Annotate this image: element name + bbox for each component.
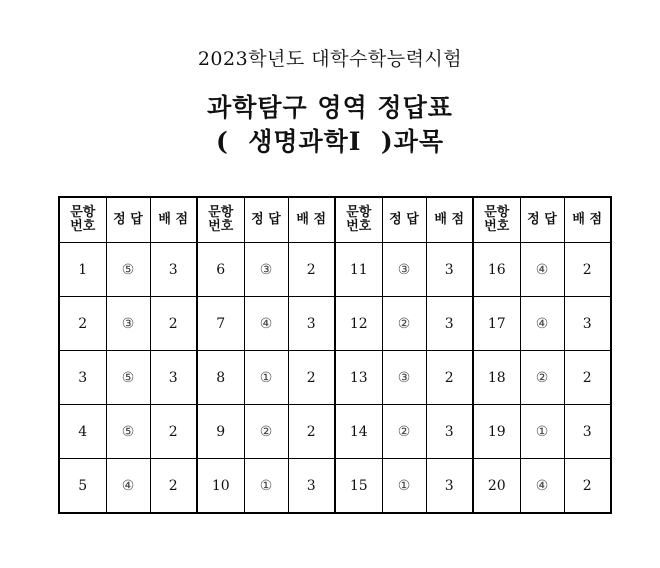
question-number: 6 bbox=[197, 243, 244, 297]
score-cell: 3 bbox=[288, 459, 335, 514]
score-cell: 3 bbox=[564, 297, 611, 351]
question-number: 20 bbox=[473, 459, 520, 514]
answer-cell: ④ bbox=[520, 459, 564, 514]
question-number: 8 bbox=[197, 351, 244, 405]
question-number: 3 bbox=[59, 351, 106, 405]
answer-cell: ④ bbox=[244, 297, 288, 351]
score-cell: 2 bbox=[564, 243, 611, 297]
answer-cell: ② bbox=[520, 351, 564, 405]
score-cell: 2 bbox=[288, 351, 335, 405]
answer-cell: ④ bbox=[520, 297, 564, 351]
question-number: 7 bbox=[197, 297, 244, 351]
answer-cell: ④ bbox=[520, 243, 564, 297]
score-cell: 3 bbox=[426, 405, 473, 459]
question-number: 15 bbox=[335, 459, 382, 514]
question-number: 11 bbox=[335, 243, 382, 297]
column-header-score: 배 점 bbox=[150, 197, 197, 243]
answer-cell: ⑤ bbox=[106, 243, 150, 297]
column-header-score: 배 점 bbox=[564, 197, 611, 243]
answer-cell: ① bbox=[520, 405, 564, 459]
column-header-answer: 정 답 bbox=[382, 197, 426, 243]
table-row bbox=[59, 459, 611, 514]
question-number: 14 bbox=[335, 405, 382, 459]
question-number: 5 bbox=[59, 459, 106, 514]
column-header-answer: 정 답 bbox=[106, 197, 150, 243]
question-number: 10 bbox=[197, 459, 244, 514]
score-cell: 2 bbox=[564, 351, 611, 405]
answer-cell: ③ bbox=[382, 243, 426, 297]
column-header-answer: 정 답 bbox=[520, 197, 564, 243]
score-cell: 3 bbox=[426, 243, 473, 297]
question-number: 16 bbox=[473, 243, 520, 297]
column-header-score: 배 점 bbox=[288, 197, 335, 243]
question-number: 13 bbox=[335, 351, 382, 405]
answer-cell: ② bbox=[382, 405, 426, 459]
table-row bbox=[59, 243, 611, 297]
score-cell: 2 bbox=[564, 459, 611, 514]
subject-name: ( 생명과학Ⅰ )과목 bbox=[215, 127, 445, 156]
table-row bbox=[59, 351, 611, 405]
answer-cell: ② bbox=[244, 405, 288, 459]
question-number: 19 bbox=[473, 405, 520, 459]
answer-cell: ① bbox=[382, 459, 426, 514]
answer-cell: ③ bbox=[382, 351, 426, 405]
score-cell: 3 bbox=[426, 459, 473, 514]
column-header-number: 문항 번호 bbox=[335, 197, 382, 243]
answer-key-table bbox=[58, 196, 612, 514]
column-header-number: 문항 번호 bbox=[59, 197, 106, 243]
question-number: 4 bbox=[59, 405, 106, 459]
score-cell: 3 bbox=[150, 243, 197, 297]
table-row bbox=[59, 405, 611, 459]
question-number: 18 bbox=[473, 351, 520, 405]
answer-cell: ② bbox=[382, 297, 426, 351]
answer-cell: ③ bbox=[244, 243, 288, 297]
score-cell: 2 bbox=[426, 351, 473, 405]
header-row bbox=[59, 197, 611, 243]
score-cell: 2 bbox=[150, 297, 197, 351]
score-cell: 2 bbox=[150, 405, 197, 459]
table-row bbox=[59, 297, 611, 351]
score-cell: 3 bbox=[426, 297, 473, 351]
score-cell: 2 bbox=[288, 405, 335, 459]
score-cell: 3 bbox=[288, 297, 335, 351]
question-number: 9 bbox=[197, 405, 244, 459]
question-number: 2 bbox=[59, 297, 106, 351]
answer-cell: ① bbox=[244, 351, 288, 405]
column-header-number: 문항 번호 bbox=[197, 197, 244, 243]
exam-title: 2023학년도 대학수학능력시험 bbox=[197, 48, 463, 70]
answer-cell: ③ bbox=[106, 297, 150, 351]
answer-cell: ④ bbox=[106, 459, 150, 514]
answer-cell: ⑤ bbox=[106, 405, 150, 459]
score-cell: 3 bbox=[150, 351, 197, 405]
column-header-answer: 정 답 bbox=[244, 197, 288, 243]
question-number: 12 bbox=[335, 297, 382, 351]
subject-title: 과학탐구 영역 정답표 bbox=[207, 93, 453, 122]
score-cell: 2 bbox=[150, 459, 197, 514]
question-number: 17 bbox=[473, 297, 520, 351]
question-number: 1 bbox=[59, 243, 106, 297]
answer-cell: ① bbox=[244, 459, 288, 514]
score-cell: 3 bbox=[564, 405, 611, 459]
column-header-number: 문항 번호 bbox=[473, 197, 520, 243]
answer-cell: ⑤ bbox=[106, 351, 150, 405]
column-header-score: 배 점 bbox=[426, 197, 473, 243]
score-cell: 2 bbox=[288, 243, 335, 297]
